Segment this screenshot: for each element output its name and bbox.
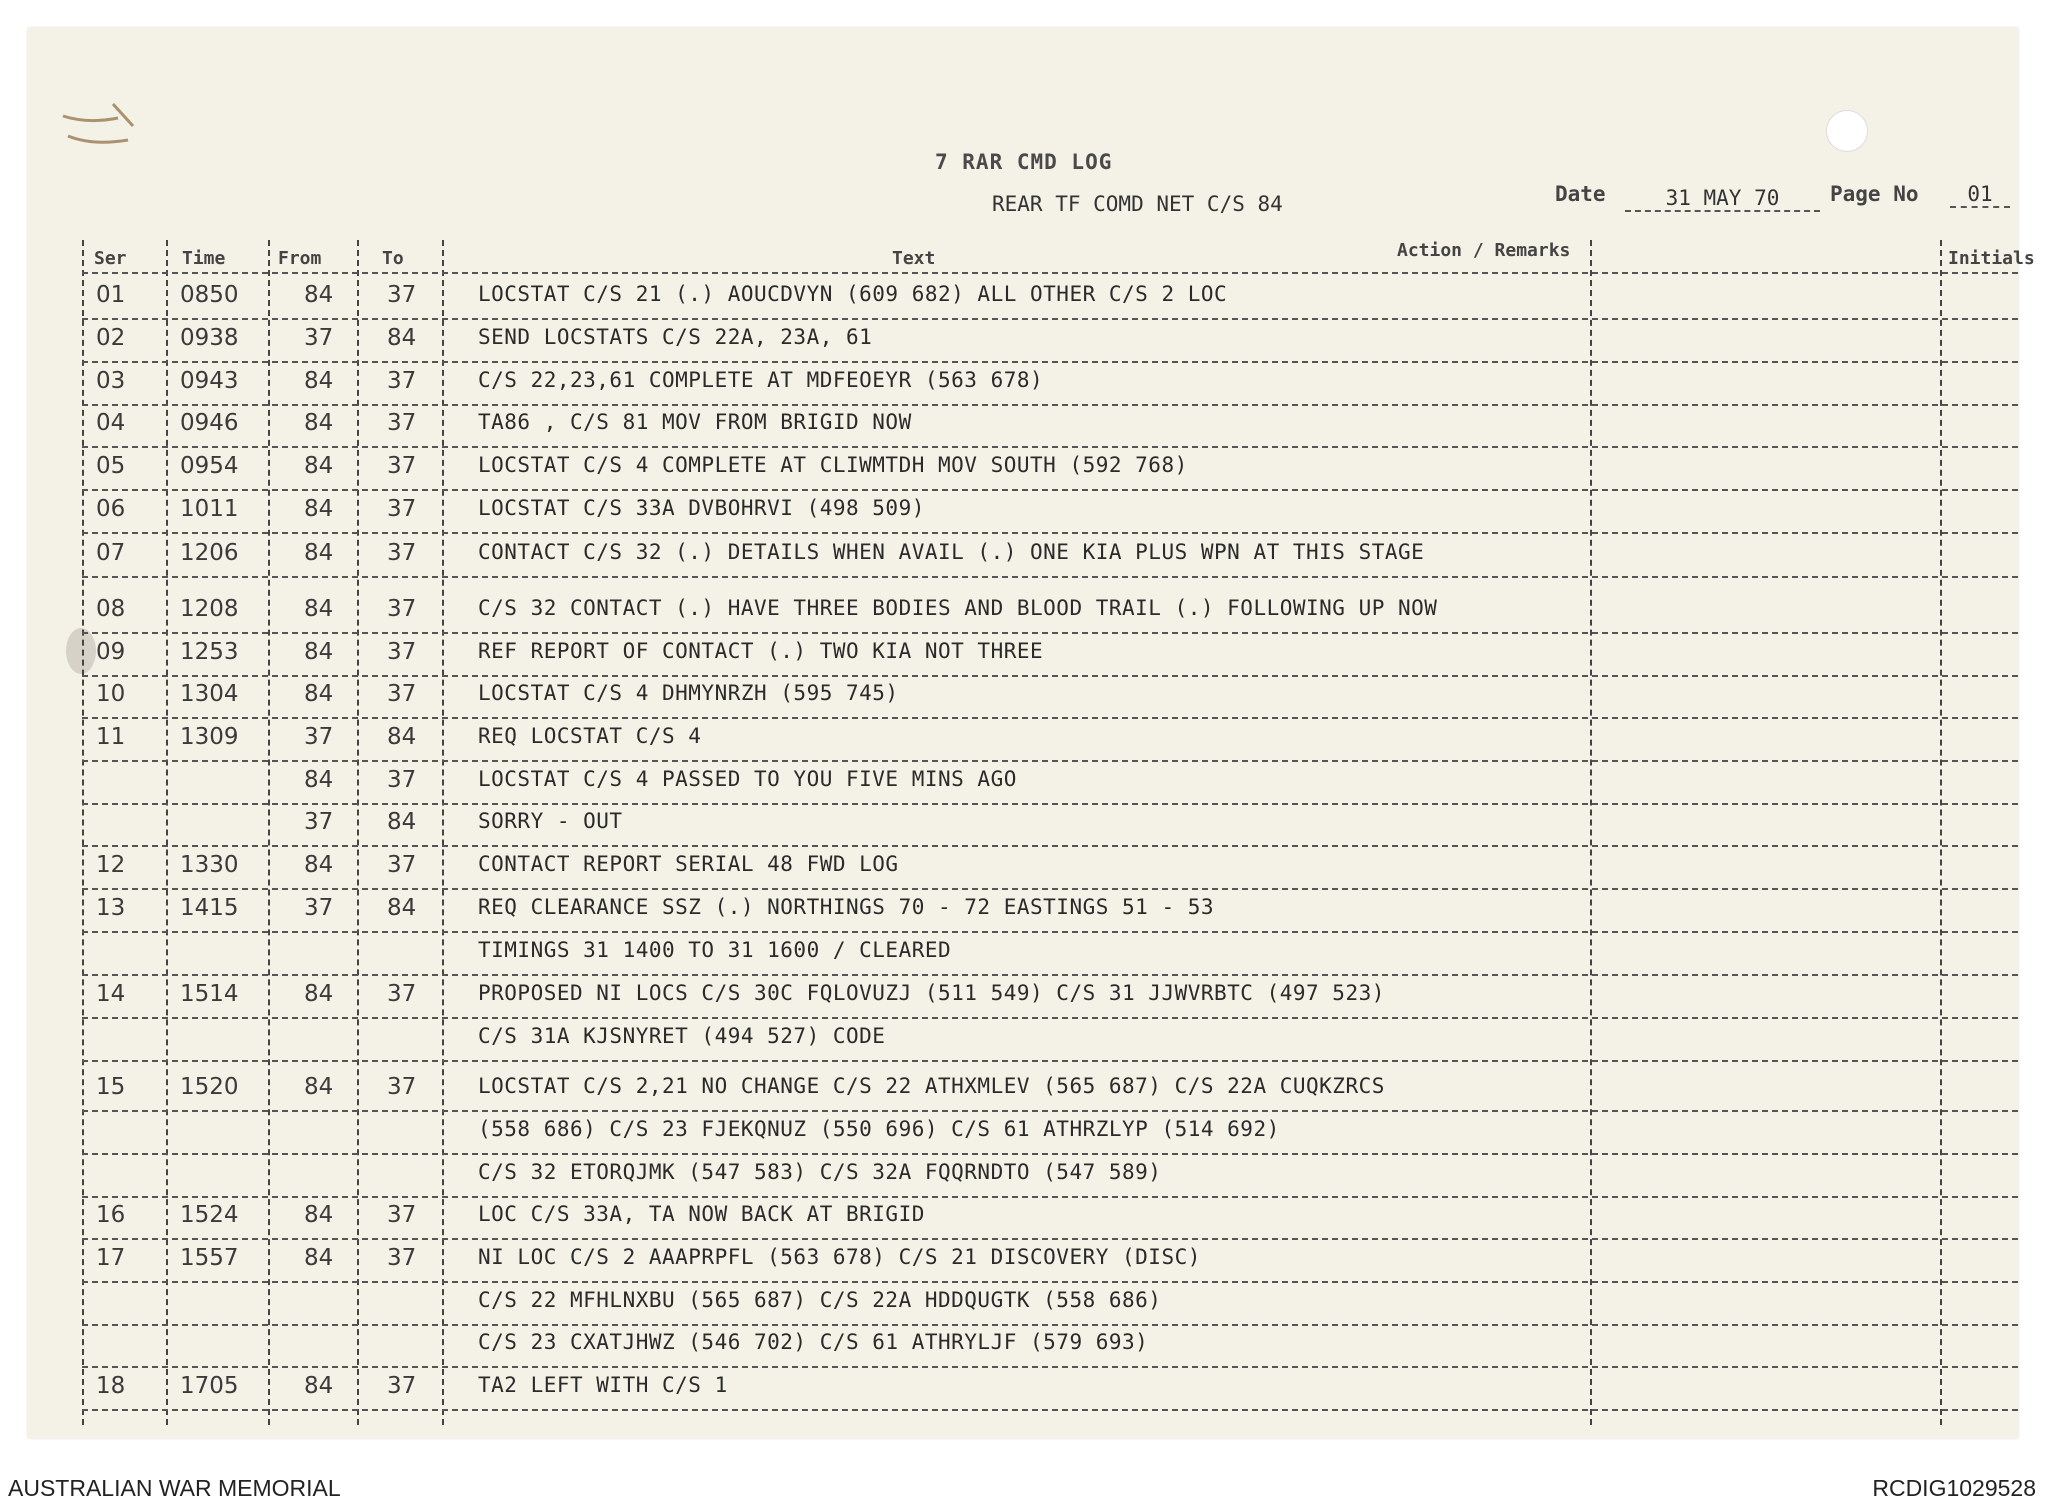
row-rule <box>82 1110 2018 1112</box>
entry-to: 37 <box>387 368 417 394</box>
entry-text: LOCSTAT C/S 2,21 NO CHANGE C/S 22 ATHXMLEV (565 687) C/S 22A CUQKZRCS <box>478 1074 1385 1098</box>
entry-time: 1520 <box>180 1074 239 1100</box>
row-rule <box>82 446 2018 448</box>
entry-text: CONTACT C/S 32 (.) DETAILS WHEN AVAIL (.) ONE KIA PLUS WPN AT THIS STAGE <box>478 540 1425 564</box>
column-border <box>442 240 444 1425</box>
entry-ser: 15 <box>96 1074 126 1100</box>
row-rule <box>82 717 2018 719</box>
entry-to: 37 <box>387 767 417 793</box>
entry-ser: 08 <box>96 596 126 622</box>
row-rule <box>82 1409 2018 1411</box>
entry-from: 84 <box>304 639 334 665</box>
row-rule <box>82 931 2018 933</box>
entry-to: 37 <box>387 852 417 878</box>
entry-text: LOCSTAT C/S 4 COMPLETE AT CLIWMTDH MOV SOUTH (592 768) <box>478 453 1188 477</box>
row-rule <box>82 803 2018 805</box>
entry-time: 1206 <box>180 540 239 566</box>
entry-time: 1705 <box>180 1373 239 1399</box>
entry-ser: 14 <box>96 981 126 1007</box>
entry-from: 84 <box>304 410 334 436</box>
header-time: Time <box>182 248 226 269</box>
row-rule <box>82 760 2018 762</box>
entry-from: 84 <box>304 496 334 522</box>
entry-text: SEND LOCSTATS C/S 22A, 23A, 61 <box>478 325 873 349</box>
entry-from: 84 <box>304 1245 334 1271</box>
entry-ser: 07 <box>96 540 126 566</box>
entry-ser: 18 <box>96 1373 126 1399</box>
log-table <box>82 240 2035 1425</box>
entry-to: 37 <box>387 981 417 1007</box>
entry-to: 84 <box>387 325 417 351</box>
entry-ser: 06 <box>96 496 126 522</box>
entry-time: 0943 <box>180 368 239 394</box>
entry-from: 84 <box>304 981 334 1007</box>
ink-mark <box>58 96 148 166</box>
row-rule <box>82 1366 2018 1368</box>
page-number-label: Page No <box>1830 182 1919 206</box>
row-rule <box>82 1153 2018 1155</box>
entry-from: 37 <box>304 724 334 750</box>
entry-from: 84 <box>304 368 334 394</box>
entry-from: 84 <box>304 852 334 878</box>
archive-reference: RCDIG1029528 <box>1872 1475 2036 1501</box>
archive-credit: AUSTRALIAN WAR MEMORIAL <box>8 1475 341 1501</box>
column-border <box>1940 240 1942 1425</box>
row-rule <box>82 361 2018 363</box>
column-border <box>268 240 270 1425</box>
header-to: To <box>382 248 404 269</box>
entry-time: 0946 <box>180 410 239 436</box>
entry-time: 1557 <box>180 1245 239 1271</box>
entry-from: 37 <box>304 895 334 921</box>
log-title: 7 RAR CMD LOG <box>935 150 1113 174</box>
entry-to: 84 <box>387 895 417 921</box>
column-border <box>82 240 84 1425</box>
row-rule <box>82 1060 2018 1062</box>
row-rule <box>82 576 2018 578</box>
entry-to: 84 <box>387 724 417 750</box>
entry-text: REQ CLEARANCE SSZ (.) NORTHINGS 70 - 72 EASTINGS 51 - 53 <box>478 895 1215 919</box>
entry-to: 37 <box>387 681 417 707</box>
entry-time: 1304 <box>180 681 239 707</box>
header-action: Action / Remarks <box>1397 240 1571 261</box>
entry-ser: 16 <box>96 1202 126 1228</box>
entry-text: LOCSTAT C/S 21 (.) AOUCDVYN (609 682) ALL OTHER C/S 2 LOC <box>478 282 1228 306</box>
entry-text: C/S 22 MFHLNXBU (565 687) C/S 22A HDDQUGTK (558 686) <box>478 1288 1162 1312</box>
entry-to: 84 <box>387 809 417 835</box>
entry-ser: 09 <box>96 639 126 665</box>
entry-time: 1330 <box>180 852 239 878</box>
row-rule <box>82 404 2018 406</box>
entry-ser: 10 <box>96 681 126 707</box>
column-border <box>357 240 359 1425</box>
entry-from: 84 <box>304 767 334 793</box>
entry-to: 37 <box>387 1202 417 1228</box>
row-rule <box>82 845 2018 847</box>
row-rule <box>82 1196 2018 1198</box>
date-value: 31 MAY 70 <box>1625 186 1820 212</box>
entry-text: TIMINGS 31 1400 TO 31 1600 / CLEARED <box>478 938 952 962</box>
entry-ser: 12 <box>96 852 126 878</box>
entry-text: C/S 32 ETORQJMK (547 583) C/S 32A FQQRNDTO (547 589) <box>478 1160 1162 1184</box>
entry-text: C/S 31A KJSNYRET (494 527) CODE <box>478 1024 886 1048</box>
header-initials: Initials <box>1948 248 2035 269</box>
entry-time: 1011 <box>180 496 239 522</box>
entry-from: 84 <box>304 1202 334 1228</box>
entry-to: 37 <box>387 496 417 522</box>
entry-text: LOCSTAT C/S 4 DHMYNRZH (595 745) <box>478 681 899 705</box>
entry-time: 0954 <box>180 453 239 479</box>
entry-time: 1514 <box>180 981 239 1007</box>
entry-ser: 17 <box>96 1245 126 1271</box>
entry-time: 0938 <box>180 325 239 351</box>
net-label: REAR TF COMD NET C/S 84 <box>992 192 1283 216</box>
entry-time: 1524 <box>180 1202 239 1228</box>
entry-text: REF REPORT OF CONTACT (.) TWO KIA NOT THREE <box>478 639 1044 663</box>
row-rule <box>82 1238 2018 1240</box>
entry-time: 1415 <box>180 895 239 921</box>
entry-text: CONTACT REPORT SERIAL 48 FWD LOG <box>478 852 899 876</box>
entry-to: 37 <box>387 410 417 436</box>
entry-text: C/S 22,23,61 COMPLETE AT MDFEOEYR (563 678) <box>478 368 1044 392</box>
entry-to: 37 <box>387 639 417 665</box>
entry-from: 84 <box>304 596 334 622</box>
entry-text: TA86 , C/S 81 MOV FROM BRIGID NOW <box>478 410 912 434</box>
entry-from: 84 <box>304 1074 334 1100</box>
row-rule <box>82 1281 2018 1283</box>
entry-ser: 02 <box>96 325 126 351</box>
header-ser: Ser <box>94 248 127 269</box>
column-border <box>1590 240 1592 1425</box>
entry-time: 0850 <box>180 282 239 308</box>
row-rule <box>82 632 2018 634</box>
column-border <box>166 240 168 1425</box>
entry-text: TA2 LEFT WITH C/S 1 <box>478 1373 728 1397</box>
entry-text: LOCSTAT C/S 4 PASSED TO YOU FIVE MINS AGO <box>478 767 1017 791</box>
punch-hole <box>1826 110 1868 152</box>
entry-ser: 01 <box>96 282 126 308</box>
row-rule <box>82 489 2018 491</box>
header-from: From <box>278 248 322 269</box>
entry-from: 84 <box>304 681 334 707</box>
entry-from: 37 <box>304 809 334 835</box>
entry-text: SORRY - OUT <box>478 809 623 833</box>
row-rule <box>82 532 2018 534</box>
entry-ser: 13 <box>96 895 126 921</box>
row-rule <box>82 675 2018 677</box>
entry-text: (558 686) C/S 23 FJEKQNUZ (550 696) C/S 61 ATHRZLYP (514 692) <box>478 1117 1280 1141</box>
entry-text: C/S 23 CXATJHWZ (546 702) C/S 61 ATHRYLJF (579 693) <box>478 1330 1149 1354</box>
entry-to: 37 <box>387 596 417 622</box>
row-rule <box>82 974 2018 976</box>
entry-from: 84 <box>304 282 334 308</box>
entry-ser: 05 <box>96 453 126 479</box>
row-rule <box>82 888 2018 890</box>
date-label: Date <box>1555 182 1606 206</box>
entry-text: REQ LOCSTAT C/S 4 <box>478 724 702 748</box>
entry-to: 37 <box>387 1245 417 1271</box>
entry-time: 1253 <box>180 639 239 665</box>
entry-to: 37 <box>387 1074 417 1100</box>
entry-text: C/S 32 CONTACT (.) HAVE THREE BODIES AND BLOOD TRAIL (.) FOLLOWING UP NOW <box>478 596 1438 620</box>
row-rule <box>82 318 2018 320</box>
entry-ser: 03 <box>96 368 126 394</box>
entry-from: 84 <box>304 540 334 566</box>
entry-to: 37 <box>387 540 417 566</box>
page-number-value: 01 <box>1950 182 2010 208</box>
row-rule <box>82 1324 2018 1326</box>
entry-text: NI LOC C/S 2 AAAPRPFL (563 678) C/S 21 DISCOVERY (DISC) <box>478 1245 1201 1269</box>
header-text: Text <box>892 248 936 269</box>
entry-ser: 11 <box>96 724 126 750</box>
entry-to: 37 <box>387 282 417 308</box>
entry-to: 37 <box>387 1373 417 1399</box>
entry-from: 37 <box>304 325 334 351</box>
entry-text: LOC C/S 33A, TA NOW BACK AT BRIGID <box>478 1202 925 1226</box>
row-rule <box>82 1017 2018 1019</box>
entry-from: 84 <box>304 1373 334 1399</box>
entry-time: 1208 <box>180 596 239 622</box>
entry-to: 37 <box>387 453 417 479</box>
header-rule <box>82 272 2018 274</box>
entry-text: PROPOSED NI LOCS C/S 30C FQLOVUZJ (511 549) C/S 31 JJWVRBTC (497 523) <box>478 981 1385 1005</box>
entry-ser: 04 <box>96 410 126 436</box>
entry-time: 1309 <box>180 724 239 750</box>
entry-from: 84 <box>304 453 334 479</box>
entry-text: LOCSTAT C/S 33A DVBOHRVI (498 509) <box>478 496 925 520</box>
